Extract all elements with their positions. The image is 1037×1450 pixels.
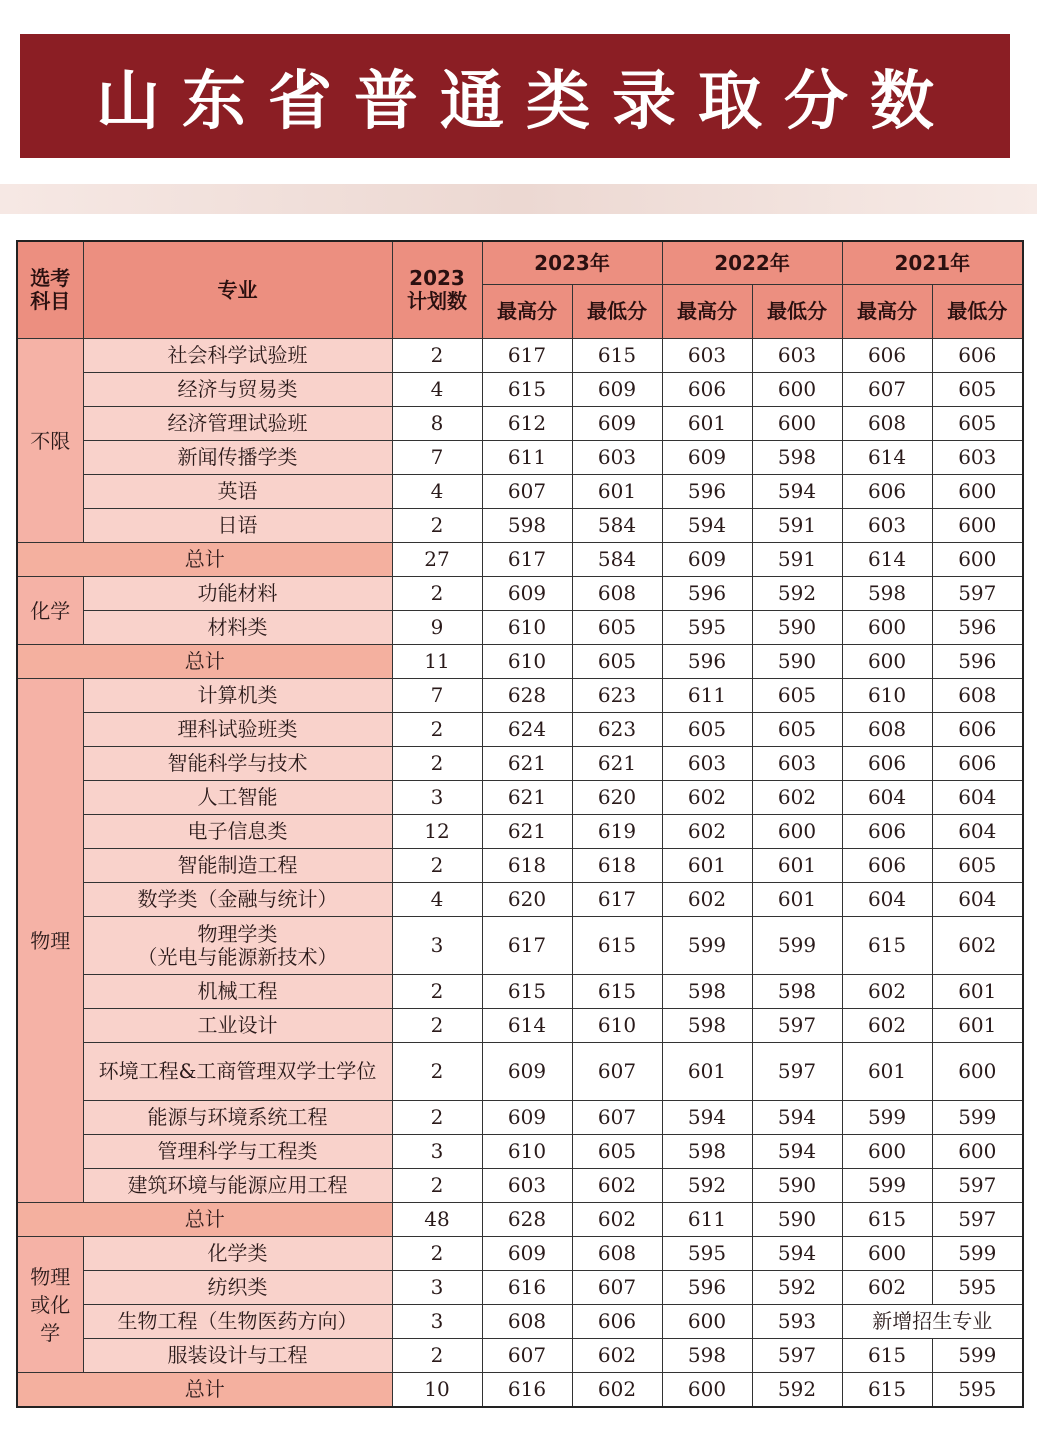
score-cell: 597 [752, 1043, 842, 1101]
score-cell: 600 [752, 373, 842, 407]
plan-cell: 2 [392, 577, 482, 611]
score-cell: 605 [752, 679, 842, 713]
score-cell: 602 [932, 917, 1023, 975]
score-cell: 602 [662, 815, 752, 849]
score-cell: 604 [842, 883, 932, 917]
major-name: 物理学类 [197, 921, 278, 946]
table-row [17, 849, 1023, 883]
total-score: 591 [752, 543, 842, 577]
score-cell: 608 [482, 1305, 572, 1339]
score-cell: 605 [572, 611, 662, 645]
score-cell: 606 [842, 339, 932, 373]
score-cell: 595 [662, 1237, 752, 1271]
score-cell: 603 [662, 747, 752, 781]
table-row [17, 883, 1023, 917]
score-cell: 608 [842, 713, 932, 747]
score-cell: 606 [842, 815, 932, 849]
subject-cell: 化学 [17, 577, 83, 645]
table-header [17, 241, 1023, 339]
major-cell: 智能制造工程 [83, 849, 392, 883]
score-cell: 601 [662, 1043, 752, 1101]
score-cell: 615 [842, 1339, 932, 1373]
table-row [17, 339, 1023, 373]
score-cell: 599 [752, 917, 842, 975]
header-max: 最高分 [482, 285, 572, 339]
table-row [17, 441, 1023, 475]
score-cell: 608 [572, 577, 662, 611]
score-cell: 605 [932, 373, 1023, 407]
score-cell: 615 [482, 373, 572, 407]
score-cell: 606 [572, 1305, 662, 1339]
total-score: 584 [572, 543, 662, 577]
plan-cell: 2 [392, 849, 482, 883]
score-cell: 610 [482, 1135, 572, 1169]
header-min: 最低分 [752, 285, 842, 339]
score-cell: 605 [572, 1135, 662, 1169]
total-row [17, 543, 1023, 577]
score-cell: 621 [482, 781, 572, 815]
total-score: 602 [572, 1373, 662, 1407]
header-year-2022: 2022年 [662, 241, 842, 285]
score-cell: 615 [572, 339, 662, 373]
table-row [17, 1169, 1023, 1203]
plan-cell: 7 [392, 441, 482, 475]
table-row [17, 713, 1023, 747]
score-cell: 596 [662, 475, 752, 509]
header-min: 最低分 [932, 285, 1023, 339]
score-cell: 615 [842, 917, 932, 975]
score-cell: 597 [932, 577, 1023, 611]
score-cell: 600 [932, 1043, 1023, 1101]
table-body [17, 339, 1023, 1407]
total-label: 总计 [17, 645, 392, 679]
major-subname: （光电与能源新技术） [137, 944, 338, 969]
total-score: 597 [932, 1203, 1023, 1237]
plan-cell: 3 [392, 917, 482, 975]
decorative-band [0, 184, 1037, 214]
header-min: 最低分 [572, 285, 662, 339]
score-cell: 596 [662, 1271, 752, 1305]
score-cell: 590 [752, 611, 842, 645]
major-cell: 社会科学试验班 [83, 339, 392, 373]
note-cell: 新增招生专业 [842, 1305, 1023, 1339]
total-score: 600 [842, 645, 932, 679]
score-cell: 614 [842, 441, 932, 475]
score-cell: 602 [662, 883, 752, 917]
header-subject: 选考科目 [17, 241, 83, 339]
total-score: 600 [932, 543, 1023, 577]
score-cell: 596 [662, 577, 752, 611]
score-cell: 598 [662, 975, 752, 1009]
score-cell: 606 [932, 713, 1023, 747]
total-score: 614 [842, 543, 932, 577]
table-row [17, 1237, 1023, 1271]
table-row [17, 1339, 1023, 1373]
score-cell: 598 [662, 1009, 752, 1043]
score-table [16, 240, 1024, 1408]
score-cell: 617 [572, 883, 662, 917]
table-row [17, 1271, 1023, 1305]
score-cell: 603 [572, 441, 662, 475]
table-row [17, 1305, 1023, 1339]
total-score: 605 [572, 645, 662, 679]
score-cell: 601 [752, 849, 842, 883]
plan-cell: 2 [392, 509, 482, 543]
major-cell [83, 917, 392, 975]
score-cell: 590 [752, 1169, 842, 1203]
score-cell: 609 [572, 373, 662, 407]
score-cell: 610 [482, 611, 572, 645]
score-cell: 606 [662, 373, 752, 407]
score-cell: 599 [842, 1169, 932, 1203]
score-cell: 607 [482, 475, 572, 509]
score-cell: 602 [842, 1009, 932, 1043]
score-cell: 601 [932, 975, 1023, 1009]
score-cell: 598 [662, 1339, 752, 1373]
score-cell: 584 [572, 509, 662, 543]
plan-cell: 8 [392, 407, 482, 441]
table-row [17, 917, 1023, 975]
score-cell: 617 [482, 339, 572, 373]
score-cell: 595 [662, 611, 752, 645]
major-cell: 材料类 [83, 611, 392, 645]
score-cell: 595 [932, 1271, 1023, 1305]
score-cell: 606 [842, 747, 932, 781]
header-major: 专业 [83, 241, 392, 339]
plan-cell: 12 [392, 815, 482, 849]
total-score: 615 [842, 1203, 932, 1237]
table-row [17, 509, 1023, 543]
plan-cell: 4 [392, 475, 482, 509]
major-cell: 人工智能 [83, 781, 392, 815]
major-cell: 智能科学与技术 [83, 747, 392, 781]
score-cell: 608 [572, 1237, 662, 1271]
score-cell: 598 [842, 577, 932, 611]
header-year-2021: 2021年 [842, 241, 1023, 285]
total-score: 600 [662, 1373, 752, 1407]
major-cell: 生物工程（生物医药方向） [83, 1305, 392, 1339]
score-cell: 602 [572, 1169, 662, 1203]
score-cell: 604 [932, 815, 1023, 849]
score-cell: 607 [482, 1339, 572, 1373]
score-cell: 601 [842, 1043, 932, 1101]
score-cell: 607 [572, 1101, 662, 1135]
score-cell: 609 [482, 1043, 572, 1101]
score-cell: 605 [662, 713, 752, 747]
score-cell: 602 [572, 1339, 662, 1373]
total-score: 595 [932, 1373, 1023, 1407]
score-cell: 598 [752, 975, 842, 1009]
table-row [17, 975, 1023, 1009]
score-cell: 594 [752, 1237, 842, 1271]
total-score: 590 [752, 1203, 842, 1237]
total-score: 590 [752, 645, 842, 679]
score-cell: 603 [932, 441, 1023, 475]
score-cell: 606 [842, 475, 932, 509]
score-cell: 619 [572, 815, 662, 849]
plan-cell: 2 [392, 1043, 482, 1101]
plan-cell: 3 [392, 1305, 482, 1339]
score-cell: 594 [662, 1101, 752, 1135]
plan-cell: 7 [392, 679, 482, 713]
score-cell: 600 [842, 611, 932, 645]
score-cell: 599 [932, 1237, 1023, 1271]
score-cell: 600 [842, 1237, 932, 1271]
plan-cell: 2 [392, 747, 482, 781]
score-cell: 624 [482, 713, 572, 747]
total-score: 610 [482, 645, 572, 679]
major-cell: 管理科学与工程类 [83, 1135, 392, 1169]
score-cell: 594 [662, 509, 752, 543]
score-cell: 601 [752, 883, 842, 917]
score-cell: 599 [842, 1101, 932, 1135]
score-cell: 592 [752, 1271, 842, 1305]
title-banner [20, 34, 1010, 158]
plan-cell: 2 [392, 1237, 482, 1271]
score-cell: 623 [572, 679, 662, 713]
score-cell: 593 [752, 1305, 842, 1339]
score-cell: 608 [932, 679, 1023, 713]
score-cell: 601 [932, 1009, 1023, 1043]
score-cell: 610 [572, 1009, 662, 1043]
major-cell: 能源与环境系统工程 [83, 1101, 392, 1135]
score-cell: 603 [662, 339, 752, 373]
major-cell: 化学类 [83, 1237, 392, 1271]
score-cell: 592 [662, 1169, 752, 1203]
score-cell: 604 [842, 781, 932, 815]
score-cell: 598 [662, 1135, 752, 1169]
score-cell: 616 [482, 1271, 572, 1305]
table-row [17, 1043, 1023, 1101]
plan-cell: 2 [392, 713, 482, 747]
total-row [17, 1373, 1023, 1407]
plan-cell: 3 [392, 1135, 482, 1169]
total-score: 602 [572, 1203, 662, 1237]
score-cell: 604 [932, 883, 1023, 917]
total-label: 总计 [17, 1203, 392, 1237]
score-cell: 615 [572, 917, 662, 975]
major-cell: 服装设计与工程 [83, 1339, 392, 1373]
score-cell: 606 [932, 747, 1023, 781]
subject-cell: 物理或化学 [17, 1237, 83, 1373]
score-cell: 599 [932, 1101, 1023, 1135]
page-title: 山东省普通类录取分数 [96, 65, 956, 139]
table-row [17, 1101, 1023, 1135]
score-cell: 602 [842, 975, 932, 1009]
plan-cell: 2 [392, 975, 482, 1009]
score-cell: 610 [842, 679, 932, 713]
total-row [17, 645, 1023, 679]
score-cell: 607 [572, 1043, 662, 1101]
score-cell: 605 [932, 407, 1023, 441]
score-cell: 600 [932, 475, 1023, 509]
score-cell: 601 [662, 407, 752, 441]
score-cell: 596 [932, 611, 1023, 645]
score-cell: 598 [482, 509, 572, 543]
score-cell: 599 [932, 1339, 1023, 1373]
major-cell: 计算机类 [83, 679, 392, 713]
score-cell: 597 [932, 1169, 1023, 1203]
score-cell: 617 [482, 917, 572, 975]
major-cell: 电子信息类 [83, 815, 392, 849]
major-cell: 英语 [83, 475, 392, 509]
table-row [17, 373, 1023, 407]
score-cell: 606 [932, 339, 1023, 373]
score-cell: 620 [572, 781, 662, 815]
score-cell: 615 [572, 975, 662, 1009]
table-row [17, 611, 1023, 645]
score-cell: 602 [752, 781, 842, 815]
score-cell: 621 [482, 815, 572, 849]
total-plan: 10 [392, 1373, 482, 1407]
major-cell: 建筑环境与能源应用工程 [83, 1169, 392, 1203]
total-score: 616 [482, 1373, 572, 1407]
score-cell: 614 [482, 1009, 572, 1043]
score-cell: 602 [662, 781, 752, 815]
score-cell: 600 [842, 1135, 932, 1169]
plan-cell: 3 [392, 1271, 482, 1305]
header-plan: 2023计划数 [392, 241, 482, 339]
total-row [17, 1203, 1023, 1237]
total-score: 592 [752, 1373, 842, 1407]
plan-cell: 4 [392, 883, 482, 917]
score-cell: 591 [752, 509, 842, 543]
total-score: 617 [482, 543, 572, 577]
score-cell: 609 [482, 1101, 572, 1135]
major-cell: 经济与贸易类 [83, 373, 392, 407]
score-cell: 603 [482, 1169, 572, 1203]
header-year-2023: 2023年 [482, 241, 662, 285]
total-plan: 27 [392, 543, 482, 577]
score-cell: 599 [662, 917, 752, 975]
score-cell: 623 [572, 713, 662, 747]
score-cell: 609 [482, 577, 572, 611]
score-cell: 607 [842, 373, 932, 407]
score-cell: 620 [482, 883, 572, 917]
score-cell: 597 [752, 1339, 842, 1373]
table-row [17, 1009, 1023, 1043]
major-cell: 理科试验班类 [83, 713, 392, 747]
major-cell: 机械工程 [83, 975, 392, 1009]
score-cell: 603 [752, 747, 842, 781]
score-cell: 601 [662, 849, 752, 883]
table-row [17, 815, 1023, 849]
major-cell: 日语 [83, 509, 392, 543]
score-cell: 600 [932, 509, 1023, 543]
score-cell: 598 [752, 441, 842, 475]
table-row [17, 407, 1023, 441]
total-label: 总计 [17, 1373, 392, 1407]
score-cell: 611 [662, 679, 752, 713]
score-cell: 621 [482, 747, 572, 781]
total-score: 609 [662, 543, 752, 577]
total-label: 总计 [17, 543, 392, 577]
score-cell: 618 [572, 849, 662, 883]
table-row [17, 475, 1023, 509]
score-cell: 612 [482, 407, 572, 441]
table-row [17, 1135, 1023, 1169]
total-score: 596 [932, 645, 1023, 679]
score-cell: 603 [752, 339, 842, 373]
score-cell: 600 [752, 815, 842, 849]
score-cell: 606 [842, 849, 932, 883]
score-cell: 607 [572, 1271, 662, 1305]
total-score: 596 [662, 645, 752, 679]
score-cell: 608 [842, 407, 932, 441]
plan-cell: 9 [392, 611, 482, 645]
score-cell: 605 [932, 849, 1023, 883]
plan-cell: 4 [392, 373, 482, 407]
table-row [17, 577, 1023, 611]
score-cell: 609 [572, 407, 662, 441]
score-cell: 600 [752, 407, 842, 441]
major-cell: 功能材料 [83, 577, 392, 611]
score-cell: 600 [662, 1305, 752, 1339]
score-cell: 618 [482, 849, 572, 883]
table-row [17, 747, 1023, 781]
score-cell: 602 [842, 1271, 932, 1305]
score-cell: 615 [482, 975, 572, 1009]
total-score: 615 [842, 1373, 932, 1407]
subject-cell: 不限 [17, 339, 83, 543]
subject-cell: 物理 [17, 679, 83, 1203]
score-cell: 628 [482, 679, 572, 713]
total-score: 628 [482, 1203, 572, 1237]
major-cell: 新闻传播学类 [83, 441, 392, 475]
score-cell: 611 [482, 441, 572, 475]
header-max: 最高分 [842, 285, 932, 339]
total-score: 611 [662, 1203, 752, 1237]
plan-cell: 2 [392, 339, 482, 373]
plan-cell: 3 [392, 781, 482, 815]
plan-cell: 2 [392, 1339, 482, 1373]
total-plan: 11 [392, 645, 482, 679]
score-cell: 597 [752, 1009, 842, 1043]
table-row [17, 679, 1023, 713]
major-cell: 经济管理试验班 [83, 407, 392, 441]
plan-cell: 2 [392, 1101, 482, 1135]
score-cell: 600 [932, 1135, 1023, 1169]
major-cell: 纺织类 [83, 1271, 392, 1305]
score-cell: 609 [662, 441, 752, 475]
total-plan: 48 [392, 1203, 482, 1237]
major-cell: 环境工程&工商管理双学士学位 [83, 1043, 392, 1101]
plan-cell: 2 [392, 1169, 482, 1203]
score-cell: 594 [752, 475, 842, 509]
score-cell: 592 [752, 577, 842, 611]
major-cell: 工业设计 [83, 1009, 392, 1043]
score-cell: 601 [572, 475, 662, 509]
plan-cell: 2 [392, 1009, 482, 1043]
major-cell: 数学类（金融与统计） [83, 883, 392, 917]
score-cell: 603 [842, 509, 932, 543]
score-cell: 594 [752, 1135, 842, 1169]
score-cell: 609 [482, 1237, 572, 1271]
table-row [17, 781, 1023, 815]
score-cell: 605 [752, 713, 842, 747]
score-cell: 604 [932, 781, 1023, 815]
score-cell: 594 [752, 1101, 842, 1135]
score-cell: 621 [572, 747, 662, 781]
header-max: 最高分 [662, 285, 752, 339]
